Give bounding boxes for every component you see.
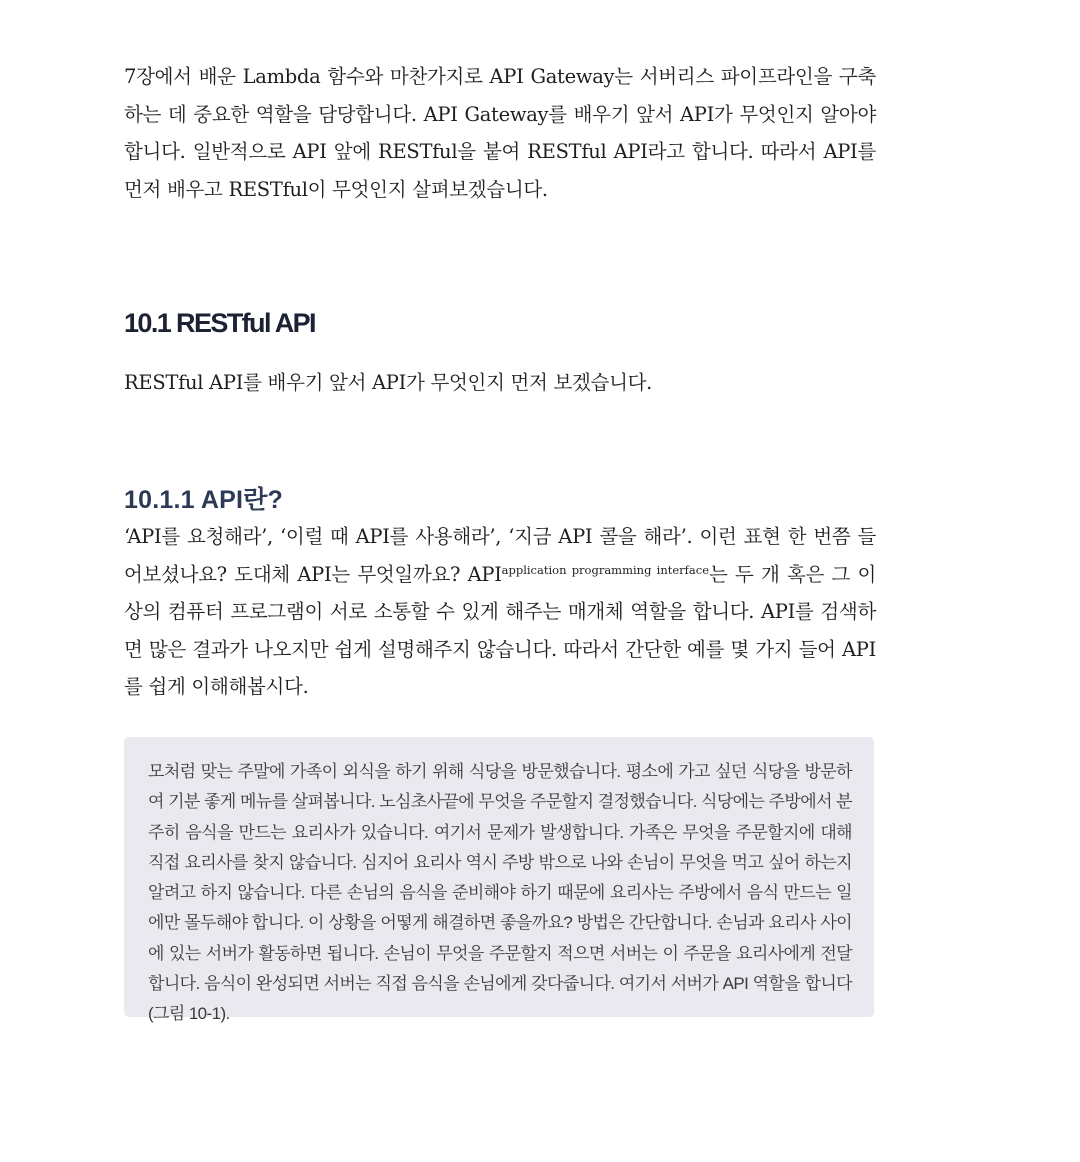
example-box: [124, 737, 874, 1024]
subsection-text-before: ‘API를 요청해라’, ‘이럴 때 API를 사용해라’, ‘지금 API 콜을 해라’. 이런 표현 한 번쯤 들어보셨나요? 도대체 API는 무엇일까요? API: [124, 525, 876, 586]
subsection-paragraph: [124, 518, 876, 706]
api-superscript: application programming interface: [501, 562, 710, 577]
section-intro-paragraph: RESTful API를 배우기 앞서 API가 무엇인지 먼저 보겠습니다.: [124, 371, 653, 394]
example-box-text: 모처럼 맞는 주말에 가족이 외식을 하기 위해 식당을 방문했습니다. 평소에 가고 싶던 식당을 방문하여 기분 좋게 메뉴를 살펴봅니다. 노심초사끝에 무엇을 주문할지 결정했습니다. 식당에는 주방에서 분주히 음식을 만드는 요리사가 있습니다. 여기서 문제가 발생합니다. 가족은 무엇을 주문할지에 대해 직접 요리사를 찾지 않습니다. 심지어 요리사 역시 주방 밖으로 나와 손님이 무엇을 먹고 싶어 하는지 알려고 하지 않습니다. 다른 손님의 음식을 준비해야 하기 때문에 요리사는 주방에서 음식 만드는 일에만 몰두해야 합니다. 이 상황을 어떻게 해결하면 좋을까요? 방법은 간단합니다. 손님과 요리사 사이에 있는 서버가 활동하면 됩니다. 손님이 무엇을 주문할지 적으면 서버는 이 주문을 요리사에게 전달합니다. 음식이 완성되면 서버는 직접 음식을 손님에게 갖다줍니다. 여기서 서버가 API 역할을 합니다(그림 10-1).: [148, 762, 852, 1024]
subsection-heading: 10.1.1 API란?: [124, 486, 284, 514]
intro-paragraph: 7장에서 배운 Lambda 함수와 마찬가지로 API Gateway는 서버리스 파이프라인을 구축하는 데 중요한 역할을 담당합니다. API Gateway를 배우기 앞서 API가 무엇인지 알아야 합니다. 일반적으로 API 앞에 RESTful을 붙여 RESTful API라고 합니다. 따라서 API를 먼저 배우고 RESTful이 무엇인지 살펴보겠습니다.: [124, 65, 876, 201]
subsection-text-after: 는 두 개 혹은 그 이상의 컴퓨터 프로그램이 서로 소통할 수 있게 해주는 매개체 역할을 합니다. API를 검색하면 많은 결과가 나오지만 쉽게 설명해주지 않습니다. 따라서 간단한 예를 몇 가지 들어 API를 쉽게 이해해봅시다.: [124, 562, 876, 698]
section-heading: 10.1 RESTful API: [124, 308, 315, 338]
